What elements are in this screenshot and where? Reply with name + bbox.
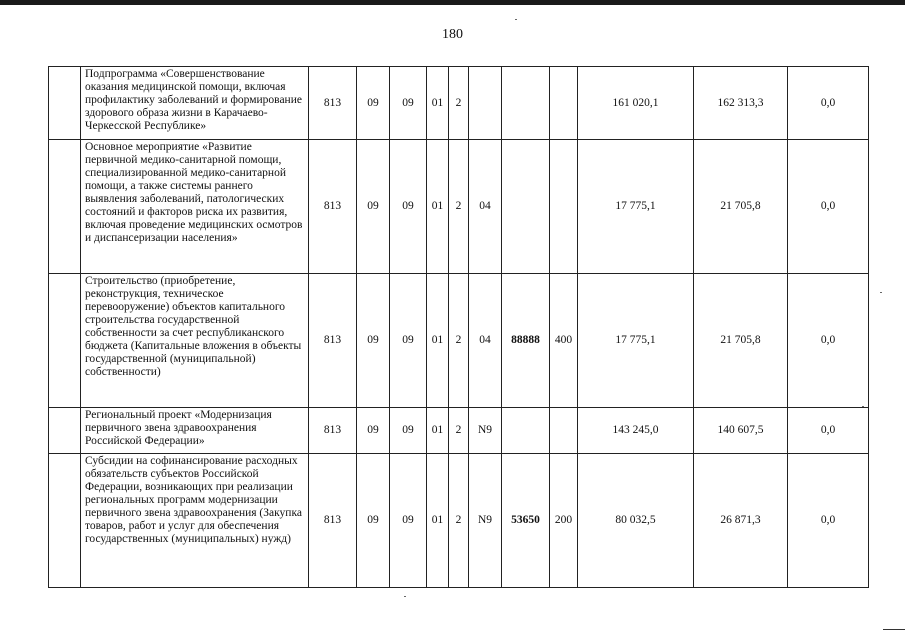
amount-year-1: 80 032,5 — [578, 454, 694, 588]
direction-code — [502, 408, 550, 454]
program-code: 01 — [427, 408, 449, 454]
subsection-code: 09 — [390, 408, 427, 454]
subprogram-code: 2 — [449, 140, 469, 274]
budget-table — [48, 66, 869, 588]
amount-year-1: 17 775,1 — [578, 274, 694, 408]
row-number-cell — [49, 67, 81, 140]
expense-type-code: 200 — [550, 454, 578, 588]
amount-year-1: 17 775,1 — [578, 140, 694, 274]
page-number: 180 — [442, 27, 463, 42]
amount-year-2: 162 313,3 — [694, 67, 788, 140]
amount-year-3: 0,0 — [788, 67, 869, 140]
amount-year-2: 140 607,5 — [694, 408, 788, 454]
amount-year-2: 21 705,8 — [694, 274, 788, 408]
event-code: 04 — [469, 140, 502, 274]
direction-code: 88888 — [502, 274, 550, 408]
expense-type-code — [550, 140, 578, 274]
expense-name: Региональный проект «Модернизация первичного звена здравоохранения Российской Федерации» — [81, 408, 309, 454]
event-code: N9 — [469, 408, 502, 454]
expense-type-code — [550, 408, 578, 454]
table-row — [49, 274, 869, 408]
scan-speck — [515, 19, 517, 20]
row-number-cell — [49, 408, 81, 454]
event-code: 04 — [469, 274, 502, 408]
subprogram-code: 2 — [449, 408, 469, 454]
amount-year-1: 161 020,1 — [578, 67, 694, 140]
expense-name: Субсидии на софинансирование расходных обязательств субъектов Российской Федерации, возникающих при реализации региональных программ модернизации первичного звена здравоохранения (Закупка товаров, работ и услуг для обеспечения государственных (муниципальных) нужд) — [81, 454, 309, 588]
scan-top-edge — [0, 0, 905, 5]
amount-year-3: 0,0 — [788, 454, 869, 588]
expense-type-code — [550, 67, 578, 140]
program-code: 01 — [427, 274, 449, 408]
expense-type-code: 400 — [550, 274, 578, 408]
section-code: 09 — [357, 454, 390, 588]
row-number-cell — [49, 140, 81, 274]
event-code — [469, 67, 502, 140]
scan-speck — [880, 292, 882, 293]
scan-edge-mark — [883, 629, 905, 630]
program-code: 01 — [427, 454, 449, 588]
table-row — [49, 408, 869, 454]
table-row — [49, 454, 869, 588]
section-code: 09 — [357, 67, 390, 140]
subprogram-code: 2 — [449, 454, 469, 588]
event-code: N9 — [469, 454, 502, 588]
subprogram-code: 2 — [449, 67, 469, 140]
row-number-cell — [49, 454, 81, 588]
amount-year-3: 0,0 — [788, 408, 869, 454]
section-code: 09 — [357, 274, 390, 408]
direction-code — [502, 67, 550, 140]
ministry-code: 813 — [309, 274, 357, 408]
ministry-code: 813 — [309, 408, 357, 454]
program-code: 01 — [427, 67, 449, 140]
subsection-code: 09 — [390, 140, 427, 274]
section-code: 09 — [357, 140, 390, 274]
subprogram-code: 2 — [449, 274, 469, 408]
direction-code: 53650 — [502, 454, 550, 588]
ministry-code: 813 — [309, 140, 357, 274]
expense-name: Строительство (приобретение, реконструкция, техническое перевооружение) объектов капитального строительства государственной собственности за счет республиканского бюджета (Капитальные вложения в объекты государственной (муниципальной) собственности) — [81, 274, 309, 408]
row-number-cell — [49, 274, 81, 408]
ministry-code: 813 — [309, 454, 357, 588]
subsection-code: 09 — [390, 67, 427, 140]
expense-name: Подпрограмма «Совершенствование оказания медицинской помощи, включая профилактику заболеваний и формирование здорового образа жизни в Карачаево-Черкесской Республике» — [81, 67, 309, 140]
amount-year-3: 0,0 — [788, 274, 869, 408]
scan-speck — [404, 596, 406, 597]
subsection-code: 09 — [390, 274, 427, 408]
program-code: 01 — [427, 140, 449, 274]
subsection-code: 09 — [390, 454, 427, 588]
ministry-code: 813 — [309, 67, 357, 140]
direction-code — [502, 140, 550, 274]
table-row — [49, 67, 869, 140]
expense-name: Основное мероприятие «Развитие первичной медико-санитарной помощи, специализированной медико-санитарной помощи, а также системы раннего выявления заболеваний, патологических состояний и факторов риска их развития, включая проведение медицинских осмотров и диспансеризации населения» — [81, 140, 309, 274]
section-code: 09 — [357, 408, 390, 454]
amount-year-2: 21 705,8 — [694, 140, 788, 274]
amount-year-2: 26 871,3 — [694, 454, 788, 588]
table-row — [49, 140, 869, 274]
amount-year-3: 0,0 — [788, 140, 869, 274]
amount-year-1: 143 245,0 — [578, 408, 694, 454]
